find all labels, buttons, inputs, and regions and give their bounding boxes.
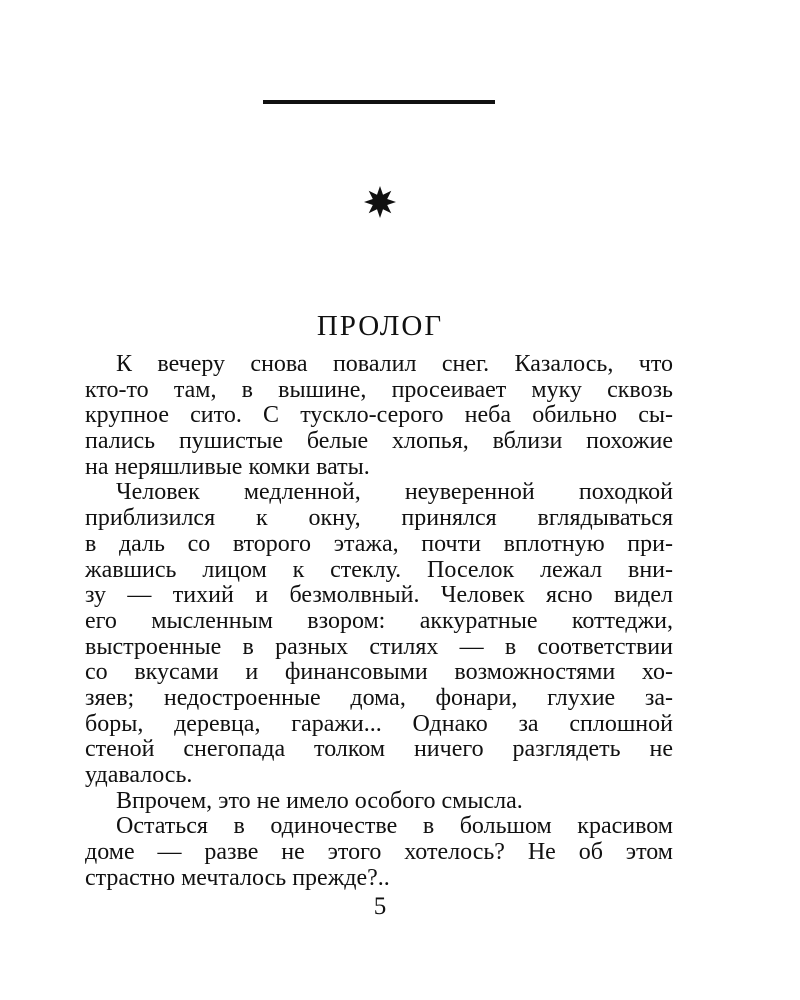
- text-line: пались пушистые белые хлопья, вблизи похожие: [85, 428, 673, 455]
- text-line: в даль со второго этажа, почти вплотную при-: [85, 530, 673, 557]
- text-line: приблизился к окну, принялся вглядываться: [85, 505, 673, 532]
- text-line: жавшись лицом к стеклу. Поселок лежал вни-: [85, 556, 673, 583]
- paragraph: [85, 814, 673, 891]
- paragraph: [85, 352, 673, 480]
- eight-point-star-icon: [362, 184, 398, 220]
- paragraph: [85, 480, 673, 788]
- text-line: его мысленным взором: аккуратные коттеджи,: [85, 607, 673, 634]
- text-line: Впрочем, это не имело особого смысла.: [116, 787, 523, 814]
- text-line: на неряшливые комки ваты.: [85, 453, 370, 480]
- top-rule: [263, 100, 495, 104]
- paragraph: [85, 789, 673, 815]
- text-line: Остаться в одиночестве в большом красивом: [116, 813, 673, 840]
- text-line: удавалось.: [85, 762, 193, 788]
- text-line: страстно мечталось прежде?..: [85, 864, 390, 891]
- page-number: 5: [373, 893, 387, 920]
- text-line: зу — тихий и безмолвный. Человек ясно видел: [85, 582, 673, 609]
- prologue-text: [85, 352, 673, 891]
- text-line: кто-то там, в вышине, просеивает муку сквозь: [85, 376, 673, 403]
- text-line: Человек медленной, неуверенной походкой: [116, 479, 673, 506]
- text-line: со вкусами и финансовыми возможностями хо-: [85, 659, 673, 686]
- text-line: стеной снегопада толком ничего разглядеть не: [85, 736, 673, 763]
- text-line: доме — разве не этого хотелось? Не об этом: [85, 839, 673, 866]
- text-line: боры, деревца, гаражи... Однако за сплошной: [85, 710, 673, 737]
- text-line: выстроенные в разных стилях — в соответствии: [85, 633, 673, 660]
- text-line: зяев; недостроенные дома, фонари, глухие за-: [85, 684, 673, 711]
- text-line: крупное сито. С тускло-серого неба обильно сы-: [85, 402, 673, 429]
- text-line: К вечеру снова повалил снег. Казалось, что: [116, 351, 673, 377]
- chapter-title: ПРОЛОГ: [316, 310, 444, 342]
